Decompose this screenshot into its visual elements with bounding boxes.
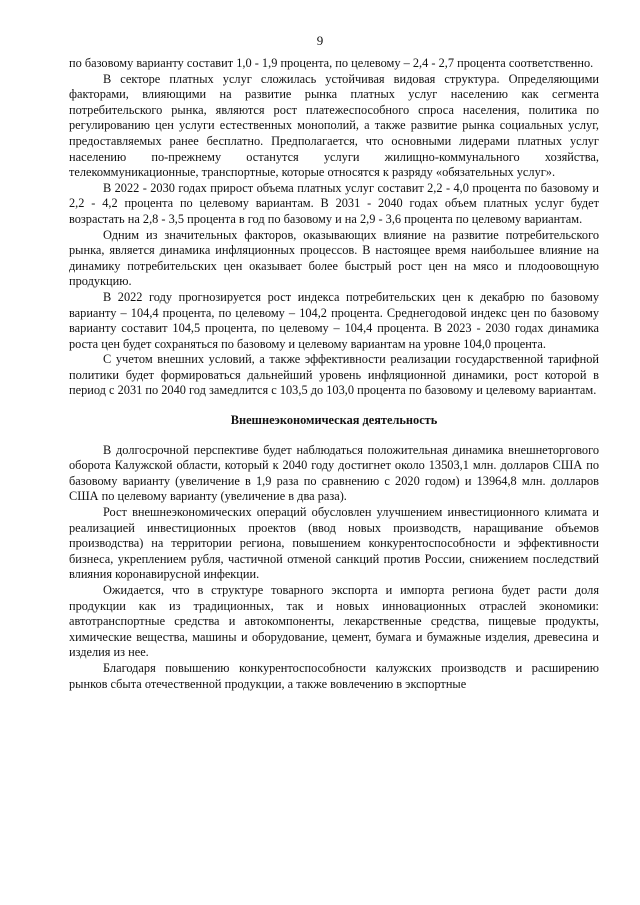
paragraph-paid-services-structure: В секторе платных услуг сложилась устойчивая видовая структура. Определяющими факторами, влияющими на развитие рынка платных услуг населению как сегмента потребительского рынка, являются рост платежеспособного спроса населения, политика по регулированию цен услуги естественных монополий, а также развитие рынка социальных услуг, предоставляемых ранее бесплатно. Предполагается, что основными лидерами платных услуг населению по-прежнему останутся услуги жилищно-коммунального хозяйства, телекоммуникационные, транспортные, которые относятся к разряду «обязательных услуг». xyxy=(69,71,599,180)
paragraph-cpi-forecast: В 2022 году прогнозируется рост индекса потребительских цен к декабрю по базовому варианту – 104,4 процента, по целевому – 104,2 процента. Среднегодовой индекс цен по базовому варианту составит 104,5 процента, по целевому – 104,4 процента. В 2023 - 2030 годах динамика роста цен будет сохраняться по базовому и целевому вариантам на уровне 104,0 процента. xyxy=(69,289,599,351)
paragraph-export-import-structure: Ожидается, что в структуре товарного экспорта и импорта региона будет расти доля продукции как из традиционных, так и новых инновационных отраслей экономики: автотранспортные средства и автокомпоненты, лекарственные средства, пищевые продукты, химические вещества, машины и оборудование, цемент, бумага и бумажные изделия, древесина и изделия из нее. xyxy=(69,583,599,660)
page-number: 9 xyxy=(316,33,324,48)
paragraph-foreign-trade-turnover: В долгосрочной перспективе будет наблюдаться положительная динамика внешнеторгового оборота Калужской области, который к 2040 году достигнет около 13503,1 млн. долларов США по базовому варианту (увеличение в 1,9 раза по сравнению с 2020 годом) и 13964,8 млн. долларов США по целевому варианту (увеличение в два раза). xyxy=(69,442,599,504)
paragraph-inflation-factors: Одним из значительных факторов, оказывающих влияние на развитие потребительского рынка, является динамика инфляционных процессов. В настоящее время наибольшее влияние на динамику потребительских цен оказывает более быстрый рост цен на мясо и плодоовощную продукцию. xyxy=(69,227,599,289)
paragraph-paid-services-growth: В 2022 - 2030 годах прирост объема платных услуг составит 2,2 - 4,0 процента по базовому и 2,2 - 4,2 процента по целевому вариантам. В 2031 - 2040 годах объем платных услуг будет возрастать на 2,8 - 3,5 процента в год по базовому и на 2,9 - 3,6 процента по целевому вариантам. xyxy=(69,180,599,226)
paragraph-foreign-trade-growth: Рост внешнеэкономических операций обусловлен улучшением инвестиционного климата и реализацией инвестиционных проектов (ввод новых производств, наращивание объемов производства) на территории региона, повышением конкурентоспособности и эффективности бизнеса, укреплением рубля, частичной отменой санкций против России, снижением последствий влияния коронавирусной инфекции. xyxy=(69,505,599,582)
paragraph-continuation: по базовому варианту составит 1,0 - 1,9 процента, по целевому – 2,4 - 2,7 процента соответственно. xyxy=(69,56,594,70)
paragraph-competitiveness: Благодаря повышению конкурентоспособности калужских производств и расширению рынков сбыта отечественной продукции, а также вовлечению в экспортные xyxy=(69,660,599,691)
paragraph-tariff-policy: С учетом внешних условий, а также эффективности реализации государственной тарифной политики будет формироваться дальнейший уровень инфляционной динамики, рост которой в период с 2031 по 2040 год замедлится с 103,5 до 103,0 процента по базовому и целевому вариантам. xyxy=(69,352,599,398)
document-body xyxy=(69,56,599,692)
section-title: Внешнеэкономическая деятельность xyxy=(230,413,438,428)
